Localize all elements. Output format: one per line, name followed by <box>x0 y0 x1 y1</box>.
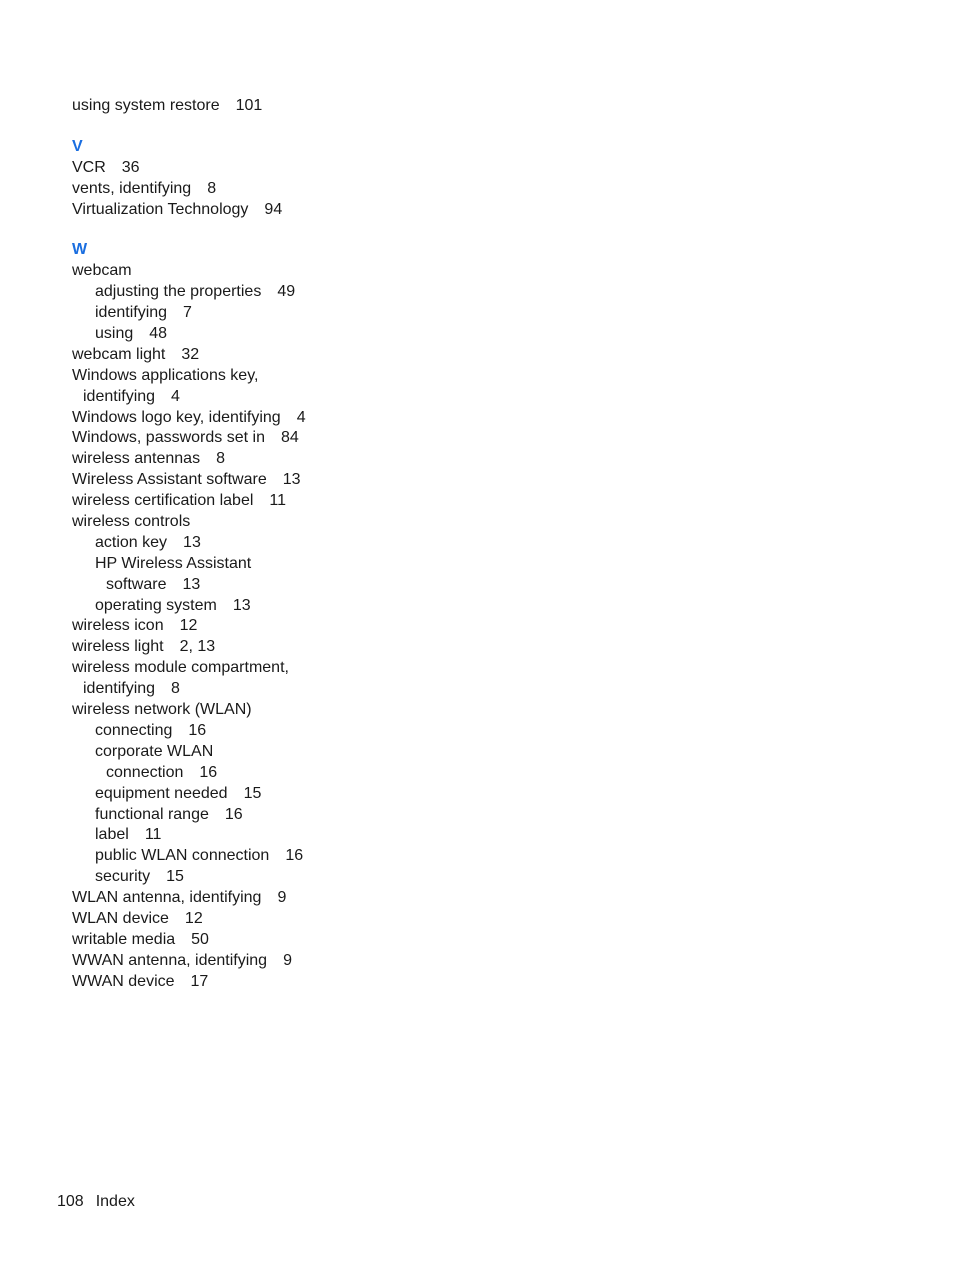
index-subentry: label 11 <box>95 826 162 844</box>
section-letter-w: W <box>72 241 88 259</box>
index-entry: writable media 50 <box>72 930 209 948</box>
index-entry: WWAN device 17 <box>72 972 209 990</box>
index-entry: WWAN antenna, identifying 9 <box>72 951 292 969</box>
index-entry: using system restore 101 <box>72 97 263 114</box>
section-letter-v: V <box>72 137 83 155</box>
index-subentry-continuation: connection 16 <box>106 763 218 781</box>
index-column <box>72 96 492 993</box>
page-number: 108 <box>57 1193 84 1210</box>
index-entry: WLAN antenna, identifying 9 <box>72 889 287 907</box>
index-subentry: identifying 7 <box>95 304 192 322</box>
index-entry: wireless light 2, 13 <box>72 638 216 656</box>
index-subentry: using 48 <box>95 325 168 343</box>
index-entry: wireless module compartment, <box>72 659 289 677</box>
index-subentry-continuation: software 13 <box>106 575 201 593</box>
index-subentry: operating system 13 <box>95 596 251 614</box>
index-entry: webcam <box>72 262 132 280</box>
index-subentry: public WLAN connection 16 <box>95 847 304 865</box>
index-entry-continuation: identifying 8 <box>83 680 180 698</box>
index-entry: wireless certification label 11 <box>72 492 287 510</box>
page-footer <box>57 1192 135 1212</box>
index-entry: vents, identifying 8 <box>72 179 217 197</box>
index-entry-continuation: identifying 4 <box>83 387 180 405</box>
index-subentry: functional range 16 <box>95 805 243 823</box>
index-subentry: adjusting the properties 49 <box>95 283 296 301</box>
index-subentry: connecting 16 <box>95 721 207 739</box>
index-entry: wireless icon 12 <box>72 617 198 635</box>
index-subentry: action key 13 <box>95 533 201 551</box>
index-entry: WLAN device 12 <box>72 909 203 927</box>
index-entry: Windows applications key, <box>72 366 259 384</box>
index-entry: Virtualization Technology 94 <box>72 200 283 218</box>
index-entry: Windows, passwords set in 84 <box>72 429 299 447</box>
index-subentry: security 15 <box>95 868 184 886</box>
index-entry: VCR 36 <box>72 158 140 176</box>
index-entry: wireless antennas 8 <box>72 450 225 468</box>
index-entry: webcam light 32 <box>72 345 200 363</box>
index-entry: Wireless Assistant software 13 <box>72 471 301 489</box>
index-subentry: HP Wireless Assistant <box>95 554 252 572</box>
index-entry: Windows logo key, identifying 4 <box>72 408 306 426</box>
index-subentry: corporate WLAN <box>95 742 214 760</box>
index-entry: wireless controls <box>72 513 191 531</box>
index-subentry: equipment needed 15 <box>95 784 262 802</box>
footer-section-title: Index <box>95 1193 135 1210</box>
index-entry: wireless network (WLAN) <box>72 701 252 719</box>
